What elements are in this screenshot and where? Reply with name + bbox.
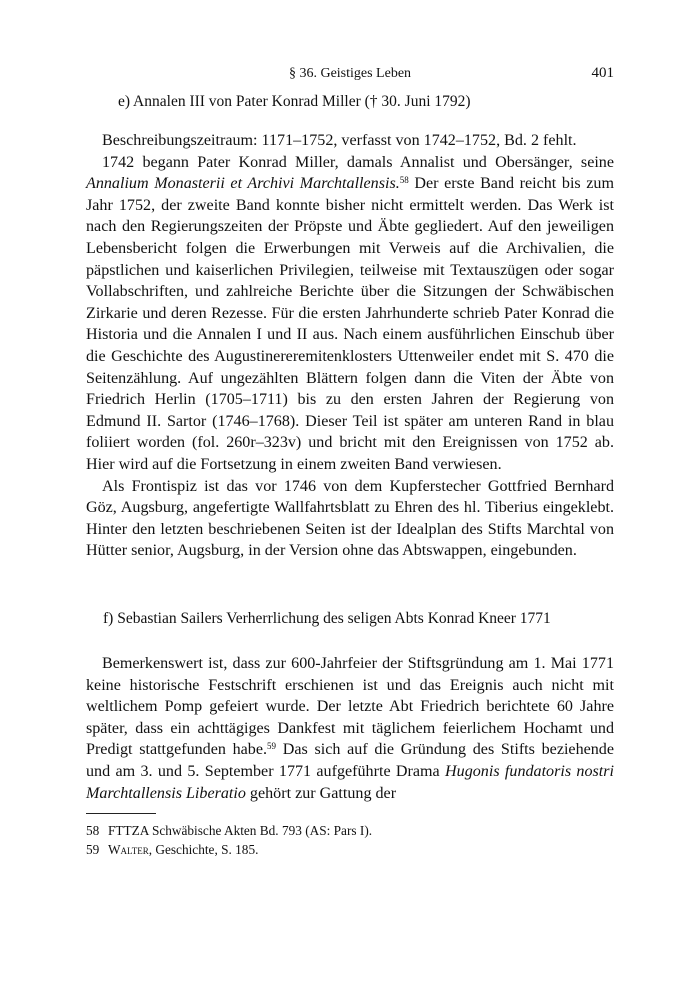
running-head <box>86 66 614 84</box>
paragraph-text: Das sich auf die Gründung des Stifts beziehende und am 3. und 5. September 1771 aufgeführte Drama <box>86 741 614 780</box>
section-e-heading: e) Annalen III von Pater Konrad Miller († 30. Juni 1792) <box>118 93 471 110</box>
paragraph <box>86 653 614 804</box>
footnote <box>86 821 614 840</box>
paragraph-text: 1742 begann Pater Konrad Miller, damals Annalist und Obersänger, seine <box>102 153 614 171</box>
footnote-ref: 59 <box>267 741 277 752</box>
footnote-separator <box>86 813 156 814</box>
paragraph: Als Frontispiz ist das vor 1746 von dem Kupferstecher Gottfried Bernhard Göz, Augsburg, angefertigte Wallfahrtsblatt zu Ehren des hl. Tiberius eingeklebt. Hinter den letzten beschriebenen Seiten ist der Idealplan des Stifts Marchtal von Hütter senior, Augsburg, in der Version ohne das Abtswappen, eingebunden. <box>86 477 614 560</box>
footnotes <box>86 821 614 859</box>
footnote-number: 59 <box>86 842 100 857</box>
footnote <box>86 840 614 859</box>
work-title: Hugonis fundatoris nostri Marchtallensis Liberatio <box>86 762 614 802</box>
footnote-text: , Geschichte, S. 185. <box>148 842 259 857</box>
work-title: Annalium Monasterii et Archivi Marchtallensis. <box>86 175 400 193</box>
paragraph: Beschreibungszeitraum: 1171–1752, verfasst von 1742–1752, Bd. 2 fehlt. <box>102 132 577 149</box>
section-e-body <box>86 130 614 562</box>
footnote-text: FTTZA Schwäbische Akten Bd. 793 (AS: Pars I). <box>108 823 373 838</box>
paragraph <box>86 152 614 476</box>
page-number: 401 <box>591 65 614 81</box>
paragraph-text: Bemerkenswert ist, dass zur 600-Jahrfeier der Stiftsgründung am 1. Mai 1771 keine historische Festschrift erschienen ist und das Ereignis auch nicht mit weltlichem Pomp gefeiert wurde. Der letzte Abt Friedrich berichtete 60 Jahre später, dass ein achttägiges Dankfest mit täglichem feierlichem Hochamt und Predigt stattgefunden habe. <box>86 655 614 759</box>
paragraph-text: gehört zur Gattung der <box>245 784 397 802</box>
running-head-title: § 36. Geistiges Leben <box>288 66 412 81</box>
section-f-heading: f) Sebastian Sailers Verherrlichung des seligen Abts Konrad Kneer 1771 <box>103 610 551 627</box>
paragraph-text: Der erste Band reicht bis zum Jahr 1752, der zweite Band konnte bisher nicht ermittelt werden. Das Werk ist nach den Regierungszeiten der Pröpste und Äbte gegliedert. Auf den jeweiligen Lebensbericht folgen die Erwerbungen mit Verweis auf die Archivalien, die päpstlichen und kaiserlichen Privilegien, teilweise mit Textauszügen oder sogar Vollabschriften, und zahlreiche Berichte über die Sitzungen der Schwäbischen Zirkarie und deren Rezesse. Für die ersten Jahrhunderte schrieb Pater Konrad die Historia und die Annalen I und II aus. Nach einem ausführlichen Einschub über die Geschichte des Augustinereremitenklosters Uttenweiler endet mit S. 470 die Seitenzählung. Auf ungezählten Blättern folgen dann die Viten der Äbte von Friedrich Herlin (1705–1711) bis zu den ersten Jahren der Regierung von Edmund II. Sartor (1746–1768). Dieser Teil ist später am unteren Rand in blau foliiert worden (fol. 260r–323v) und bricht mit den Ereignissen von 1752 ab. Hier wird auf die Fortsetzung in einem zweiten Band verwiesen. <box>86 175 614 473</box>
footnote-author: Walter <box>108 842 149 857</box>
footnote-ref: 58 <box>399 175 409 186</box>
section-f-body <box>86 653 614 804</box>
footnote-number: 58 <box>86 823 100 838</box>
